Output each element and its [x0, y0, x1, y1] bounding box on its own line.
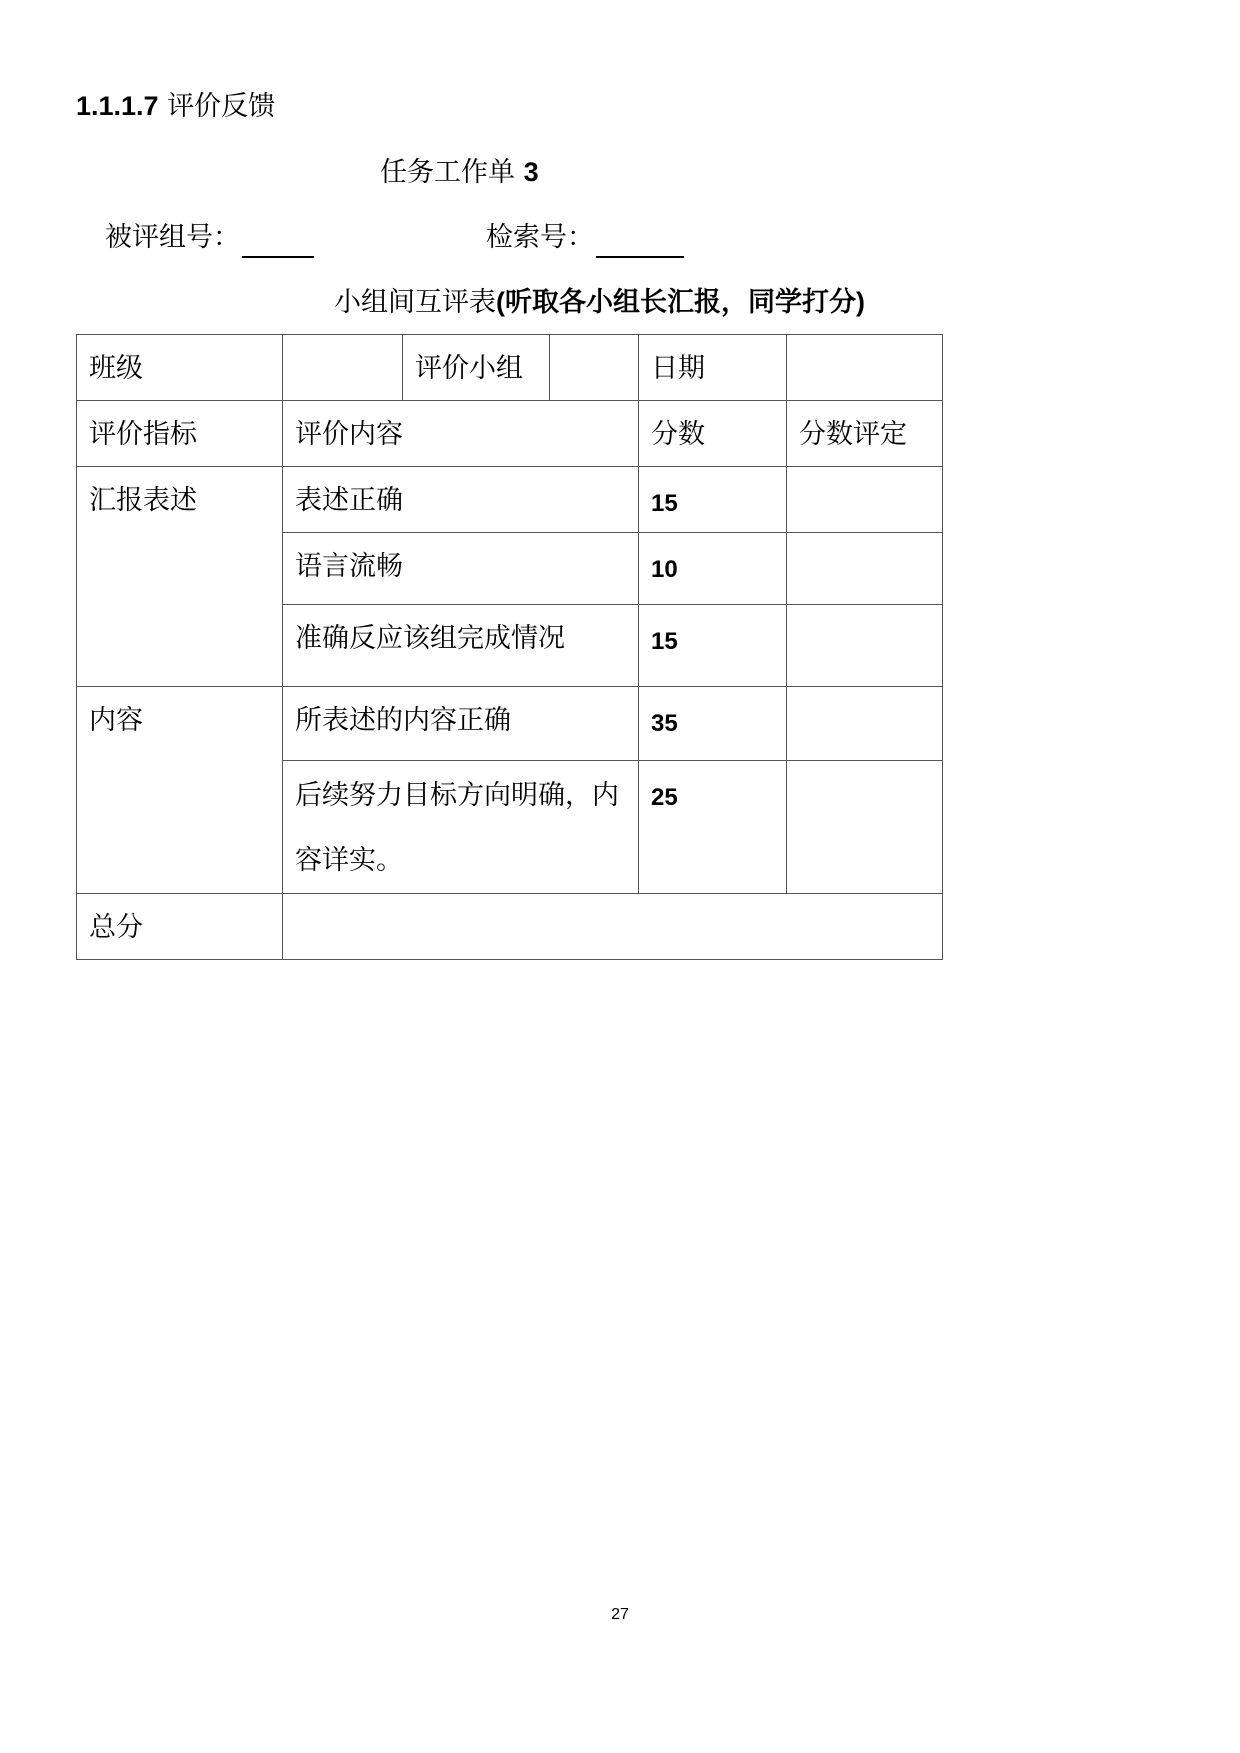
- table-title-main: 小组间互评表: [334, 287, 496, 318]
- date-value-cell[interactable]: [787, 335, 943, 401]
- search-number-field: [486, 218, 684, 258]
- indicator-header-cell: 评价指标: [77, 401, 283, 467]
- search-number-blank[interactable]: [596, 226, 684, 258]
- content-cell: 所表述的内容正确: [283, 687, 639, 761]
- rating-cell[interactable]: [787, 533, 943, 605]
- score-cell: 15: [639, 605, 787, 687]
- rating-cell[interactable]: [787, 761, 943, 894]
- eval-group-value-cell[interactable]: [550, 335, 639, 401]
- evaluated-group-blank[interactable]: [242, 226, 314, 258]
- total-label-cell: 总分: [77, 894, 283, 960]
- search-number-label: 检索号：: [486, 222, 594, 253]
- table-row-header-info: [77, 335, 943, 401]
- indicator-cell-report: 汇报表述: [77, 467, 283, 687]
- indicator-cell-content: 内容: [77, 687, 283, 894]
- total-value-cell[interactable]: [283, 894, 943, 960]
- worksheet-title: [380, 152, 539, 193]
- score-cell: 25: [639, 761, 787, 894]
- rating-cell[interactable]: [787, 605, 943, 687]
- content-header-cell: 评价内容: [283, 401, 639, 467]
- content-cell-text: 后续努力目标方向明确，内容详实。: [295, 780, 619, 876]
- page-number: 27: [611, 1606, 629, 1623]
- score-cell: 10: [639, 533, 787, 605]
- table-row: [77, 687, 943, 761]
- section-title: 评价反馈: [167, 91, 276, 122]
- evaluated-group-field: [105, 218, 314, 258]
- class-label-cell: 班级: [77, 335, 283, 401]
- score-header-cell: 分数: [639, 401, 787, 467]
- evaluated-group-label: 被评组号：: [105, 222, 240, 253]
- class-value-cell[interactable]: [283, 335, 403, 401]
- table-title: [334, 282, 865, 323]
- worksheet-number: 3: [523, 157, 539, 187]
- worksheet-title-text: 任务工作单: [380, 157, 515, 188]
- table-row-column-headers: [77, 401, 943, 467]
- date-label-cell: 日期: [639, 335, 787, 401]
- rating-cell[interactable]: [787, 687, 943, 761]
- content-cell: 语言流畅: [283, 533, 639, 605]
- content-cell: 表述正确: [283, 467, 639, 533]
- peer-evaluation-table: [76, 334, 943, 960]
- section-heading: [76, 86, 275, 127]
- score-cell: 35: [639, 687, 787, 761]
- table-title-note: (听取各小组长汇报，同学打分): [496, 287, 865, 317]
- rating-cell[interactable]: [787, 467, 943, 533]
- table-row: [77, 467, 943, 533]
- content-cell: 准确反应该组完成情况: [283, 605, 639, 687]
- rating-header-cell: 分数评定: [787, 401, 943, 467]
- score-cell: 15: [639, 467, 787, 533]
- content-cell: [283, 761, 639, 894]
- section-number: 1.1.1.7: [76, 91, 159, 121]
- eval-group-label-cell: 评价小组: [403, 335, 550, 401]
- table-row-total: [77, 894, 943, 960]
